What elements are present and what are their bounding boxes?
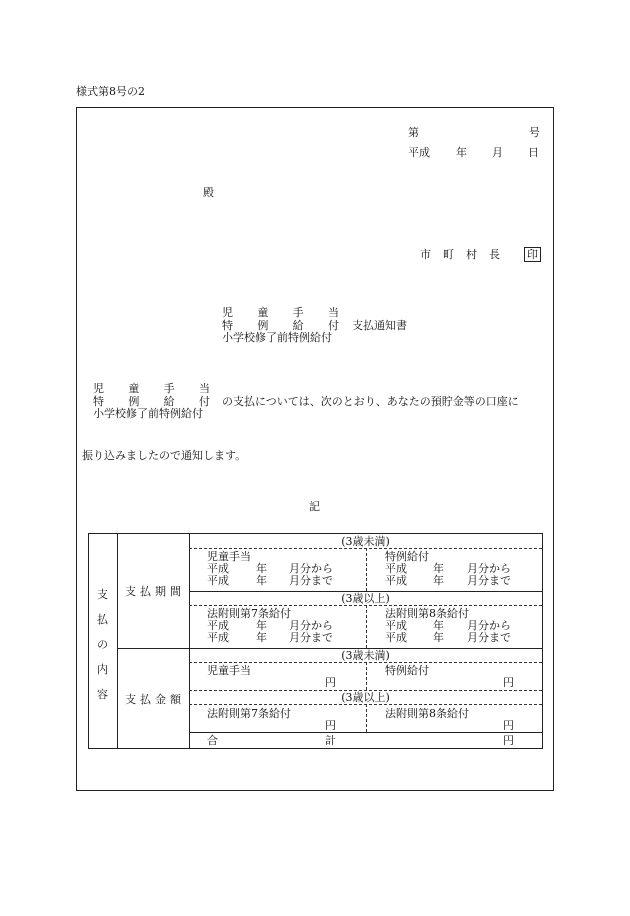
addressee-suffix: 殿 (203, 186, 214, 199)
total-yen: 円 (503, 734, 514, 747)
period-special-benefit: 特例給付 (385, 550, 429, 563)
amount-label: 支払金額 (125, 693, 185, 706)
mayor-title: 市 町 村 長 (420, 248, 500, 261)
amount-art7-yen: 円 (325, 719, 336, 732)
side-label-3: の (97, 638, 108, 651)
date-day: 日 (528, 146, 539, 159)
period-art8: 法附則第8条給付 (385, 607, 469, 620)
title-line-3: 小学校修了前特例給付 (222, 331, 332, 344)
body-text-2: 振り込みましたので通知します。 (82, 449, 247, 462)
payment-table: 支 払 の 内 容 支払期間 支払金額 (3歳未満) 児童手当 平成 年 月分から 平成 年 月分まで 特例給付 平成 年 月分から 平成 年 月分まで (3歳以上) 法附則第7条給付 平成 年 月分から 平成 年 月分まで 法附則第8条給付 平成 年 月分から 平成 年 月分まで (3歳未満) 児童手当 円 特例給付 円 (3歳以上) 法附則第7条給付 円 法附則第8条給付 円 合 計 円 (88, 533, 543, 749)
body-text-1: の支払については、次のとおり、あなたの預貯金等の口座に (222, 395, 519, 408)
number-suffix: 号 (529, 126, 540, 139)
amount-over3-header: (3歳以上) (341, 691, 390, 704)
amount-art8-yen: 円 (503, 719, 514, 732)
number-prefix: 第 (408, 126, 419, 139)
date-month: 月 (492, 146, 503, 159)
title-line-2: 特 例 給 付 (222, 319, 339, 332)
body-line-2: 特 例 給 付 (93, 395, 210, 408)
date-year: 年 (456, 146, 467, 159)
amount-special-yen: 円 (503, 676, 514, 689)
amount-special-benefit: 特例給付 (385, 664, 429, 677)
title-line-1: 児 童 手 当 (222, 306, 339, 319)
body-line-3: 小学校修了前特例給付 (93, 407, 203, 420)
side-label-2: 払 (97, 613, 108, 626)
side-label-1: 支 (97, 588, 108, 601)
total-label-b: 計 (325, 734, 336, 747)
amount-art7: 法附則第7条給付 (207, 707, 291, 720)
amount-child-allowance: 児童手当 (207, 664, 251, 677)
side-label-5: 容 (97, 688, 108, 701)
seal-mark: 印 (524, 247, 541, 262)
amount-under3-header: (3歳未満) (341, 649, 390, 662)
amount-art8: 法附則第8条給付 (385, 707, 469, 720)
side-label-4: 内 (97, 663, 108, 676)
total-label-a: 合 (207, 734, 218, 747)
form-id: 様式第8号の2 (76, 85, 145, 98)
period-under3-header: (3歳未満) (341, 535, 390, 548)
amount-child-yen: 円 (325, 676, 336, 689)
body-line-1: 児 童 手 当 (93, 382, 210, 395)
period-over3-header: (3歳以上) (341, 592, 390, 605)
period-child-allowance: 児童手当 (207, 550, 251, 563)
ki-mark: 記 (309, 500, 320, 513)
period-label: 支払期間 (125, 585, 185, 598)
period-art7: 法附則第7条給付 (207, 607, 291, 620)
date-era: 平成 (408, 146, 430, 159)
title-suffix: 支払通知書 (352, 319, 407, 332)
